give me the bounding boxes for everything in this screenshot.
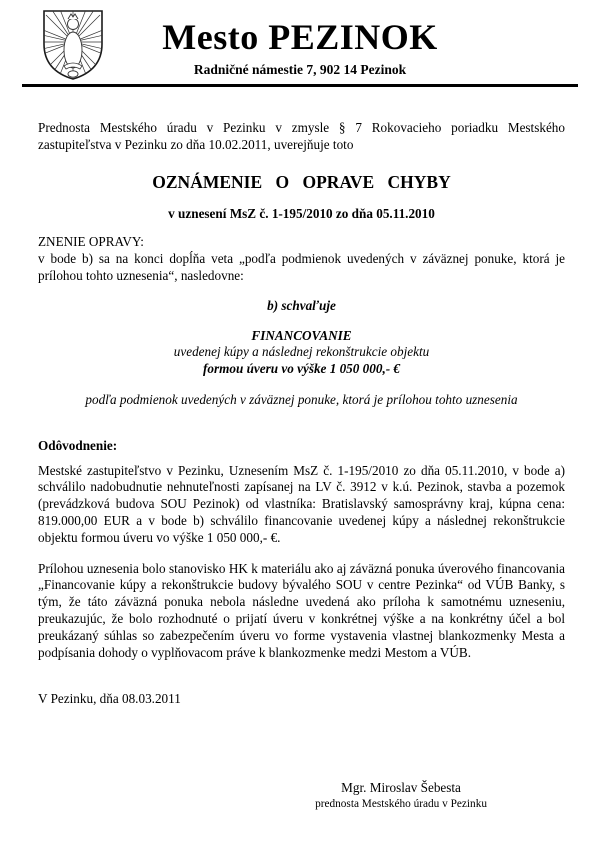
approves-line: b) schvaľuje <box>267 297 336 313</box>
financing-amount: formou úveru vo výške 1 050 000,- € <box>202 361 401 377</box>
correction-heading: ZNENIE OPRAVY: <box>38 234 144 250</box>
financing-title: FINANCOVANIE <box>251 327 352 343</box>
justification-paragraph-1: Mestské zastupiteľstvo v Pezinku, Uznesením MsZ č. 1-195/2010 zo dňa 05.11.2010, v bode a) schválilo nadobudnutie nehnuteľnosti zapísanej na LV č. 3912 v k.ú. Pezinok, stavba a pozemok (prevádzková budova SOU Pezinok) od vlastníka: Bratislavský samosprávny kraj, kúpna cena: 819.000,00 EUR a v bode b) schválilo financovanie uvedenej kúpy a následnej rekonštrukcie objektu formou úveru vo výške 1 050 000,- €. <box>38 462 565 545</box>
organization-name: Mesto PEZINOK <box>162 17 438 57</box>
conditions-line: podľa podmienok uvedených v záväznej ponuke, ktorá je prílohou tohto uznesenia <box>85 391 518 407</box>
document-title: OZNÁMENIE O OPRAVE CHYBY <box>152 171 451 192</box>
document-subtitle: v uznesení MsZ č. 1-195/2010 zo dňa 05.11.2010 <box>168 205 435 221</box>
place-and-date: V Pezinku, dňa 08.03.2011 <box>38 691 181 707</box>
intro-paragraph: Prednosta Mestského úradu v Pezinku v zmysle § 7 Rokovacieho poriadku Mestského zastupiteľstva v Pezinku zo dňa 10.02.2011, uverejňuje toto <box>38 120 565 152</box>
pezinok-coat-of-arms-icon <box>40 8 106 81</box>
document-body <box>38 120 565 811</box>
justification-heading: Odôvodnenie: <box>38 437 118 453</box>
signer-title: prednosta Mestského úradu v Pezinku <box>315 797 487 810</box>
header-divider <box>22 84 578 87</box>
letterhead <box>0 0 600 78</box>
signature-block <box>315 780 487 811</box>
organization-address: Radničné námestie 7, 902 14 Pezinok <box>193 62 407 77</box>
correction-body: v bode b) sa na konci dopĺňa veta „podľa podmienok uvedených v záväznej ponuke, ktorá je prílohou tohto uznesenia“, nasledovne: <box>38 251 565 283</box>
justification-paragraph-2: Prílohou uznesenia bolo stanovisko HK k materiálu ako aj záväzná ponuka úverového financovania „Financovanie kúpy a rekonštrukcie budovy bývalého SOU v centre Pezinka“ od VÚB Banky, s tým, že táto záväzná ponuka nebola následne uvedená ako príloha k samotnému uzneseniu, preukazujúc, že bolo rozhodnuté o prijatí úveru v konkrétnej výške a na konkrétny účel a bol preukázaný súhlas so zabezpečením úveru vo forme vystavenia vlastnej blankozmenky Mesta a podpísania dohody o vyplňovacom práve k blankozmenke medzi Mestom a VÚB. <box>38 560 565 660</box>
financing-description: uvedenej kúpy a následnej rekonštrukcie objektu <box>173 344 430 360</box>
signer-name: Mgr. Miroslav Šebesta <box>341 780 461 796</box>
financing-block <box>38 328 565 378</box>
